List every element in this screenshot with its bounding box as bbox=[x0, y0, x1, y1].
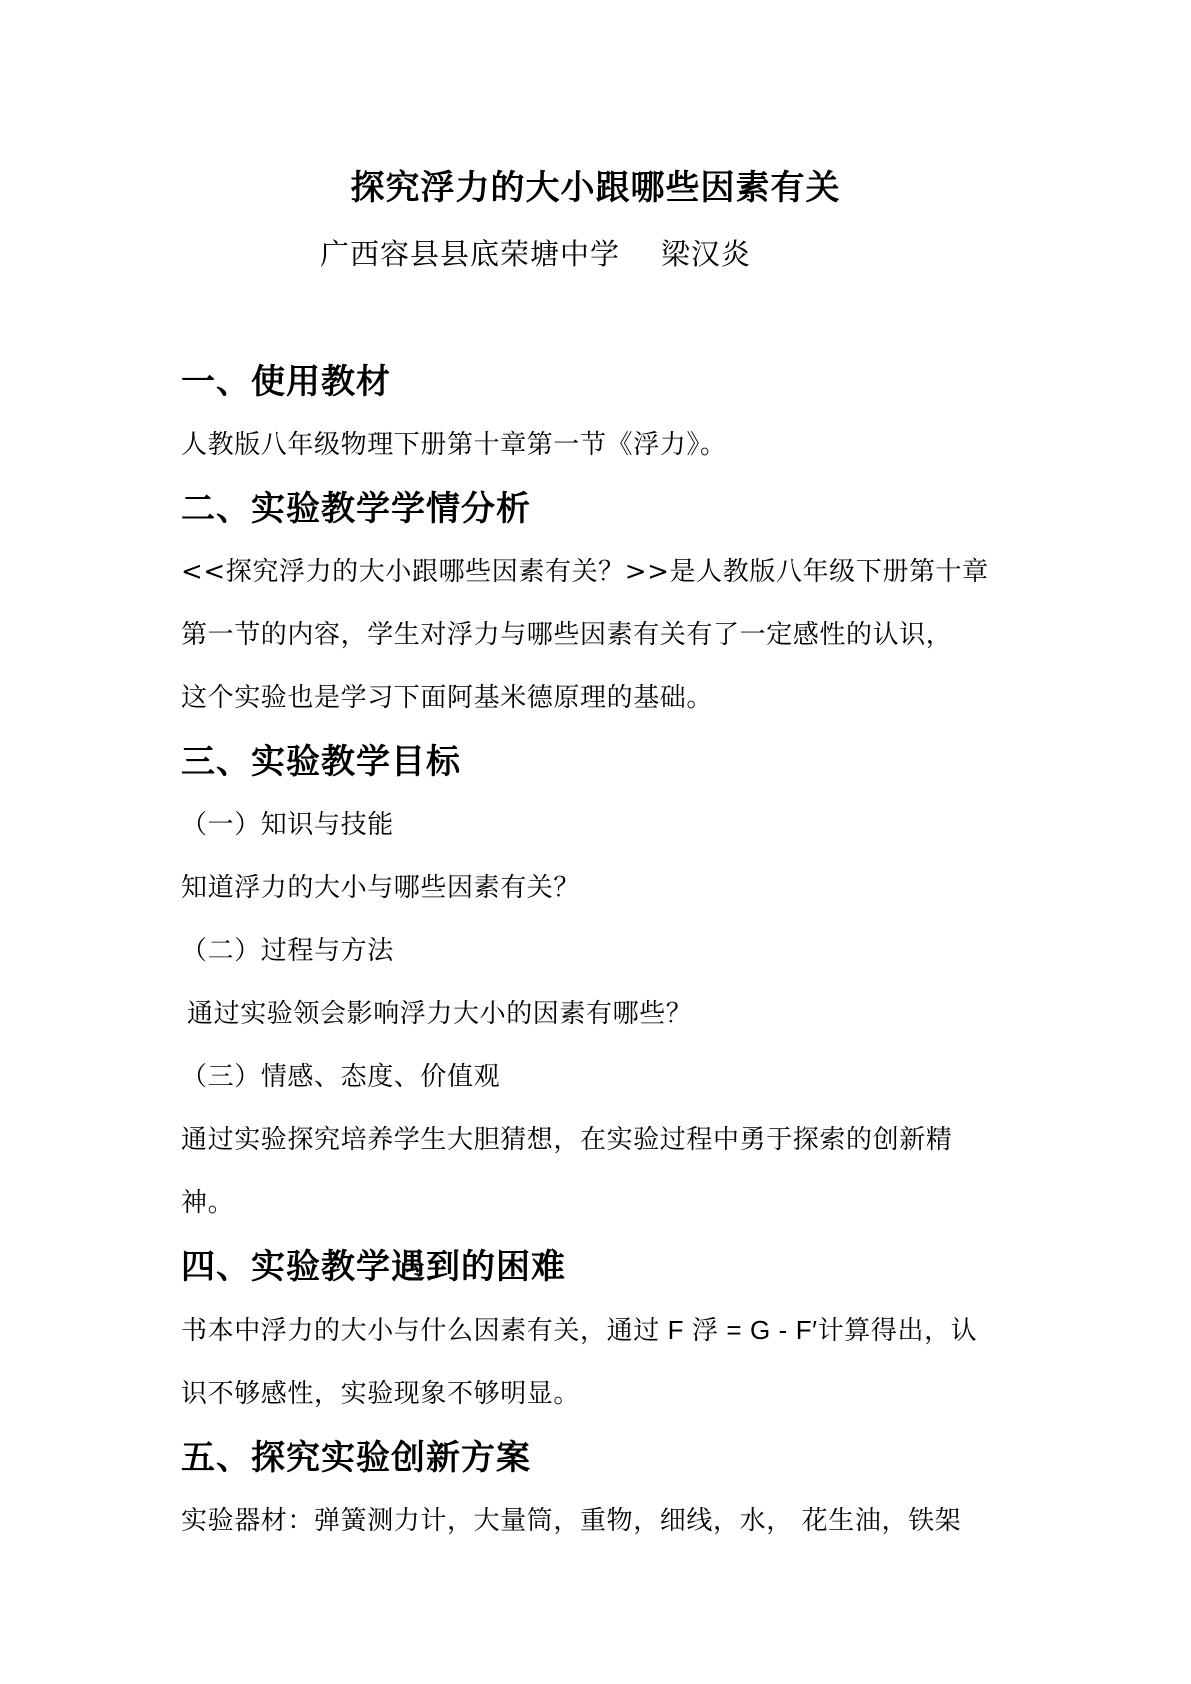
paragraph-line bbox=[181, 1299, 1021, 1363]
document-body bbox=[181, 350, 1021, 1553]
paragraph: 知道浮力的大小与哪些因素有关？ bbox=[181, 873, 581, 903]
document-title: 探究浮力的大小跟哪些因素有关 bbox=[350, 168, 841, 208]
subheading: （三）情感、态度、价值观 bbox=[181, 1062, 501, 1092]
paragraph-line: <<探究浮力的大小跟哪些因素有关？>>是人教版八年级下册第十章 bbox=[181, 557, 989, 587]
paragraph-line: 第一节的内容，学生对浮力与哪些因素有关有了一定感性的认识， bbox=[181, 620, 953, 650]
paragraph-line: 神。 bbox=[181, 1188, 235, 1218]
subheading: （二）过程与方法 bbox=[181, 936, 394, 966]
paragraph: 人教版八年级物理下册第十章第一节《浮力》。 bbox=[181, 430, 727, 460]
section-2 bbox=[181, 477, 1021, 730]
section-heading: 一、使用教材 bbox=[181, 362, 391, 402]
paragraph-line: 这个实验也是学习下面阿基米德原理的基础。 bbox=[181, 683, 714, 713]
section-heading: 二、实验教学学情分析 bbox=[181, 489, 531, 529]
section-heading: 五、探究实验创新方案 bbox=[181, 1438, 531, 1478]
section-1 bbox=[181, 350, 1021, 477]
text-run: 计算得出，认 bbox=[817, 1316, 978, 1346]
section-5 bbox=[181, 1426, 1021, 1553]
section-3 bbox=[181, 730, 1021, 1235]
section-4 bbox=[181, 1235, 1021, 1426]
author-line: 广西容县县底荣塘中学 梁汉炎 bbox=[320, 237, 751, 271]
paragraph: 通过实验领会影响浮力大小的因素有哪些？ bbox=[187, 999, 693, 1029]
buoyancy-formula: F 浮 = G - F′ bbox=[659, 1315, 818, 1345]
subheading: （一）知识与技能 bbox=[181, 810, 394, 840]
paragraph: 实验器材：弹簧测力计，大量筒，重物，细线，水， 花生油，铁架 bbox=[181, 1506, 962, 1536]
paragraph-line: 识不够感性，实验现象不够明显。 bbox=[181, 1379, 581, 1409]
section-heading: 四、实验教学遇到的困难 bbox=[181, 1247, 566, 1287]
paragraph-line: 通过实验探究培养学生大胆猜想，在实验过程中勇于探索的创新精 bbox=[181, 1125, 953, 1155]
text-run: 书本中浮力的大小与什么因素有关，通过 bbox=[181, 1316, 660, 1346]
section-heading: 三、实验教学目标 bbox=[181, 742, 461, 782]
